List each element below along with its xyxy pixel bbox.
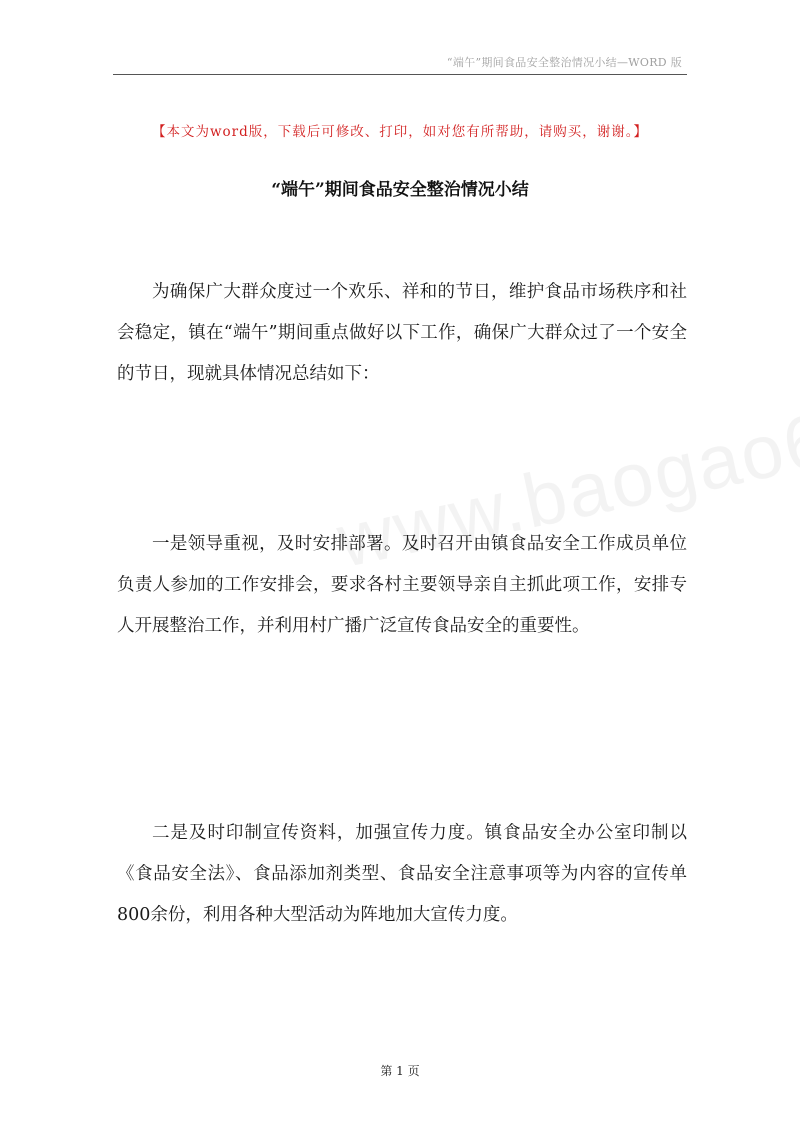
paragraph-point-one: 一是领导重视，及时安排部署。及时召开由镇食品安全工作成员单位负责人参加的工作安排会，要求各村主要领导亲自主抓此项工作，安排专人开展整治工作，并利用村广播广泛宣传食品安全的重要性。 (117, 534, 687, 636)
page-number: 第 1 页 (380, 1064, 420, 1078)
header-divider (113, 74, 687, 75)
download-notice: 【本文为word版，下载后可修改、打印，如对您有所帮助，请购买，谢谢。】 (151, 124, 649, 140)
paragraph-intro: 为确保广大群众度过一个欢乐、祥和的节日，维护食品市场秩序和社会稳定，镇在“端午”期间重点做好以下工作，确保广大群众过了一个安全的节日，现就具体情况总结如下： (117, 282, 687, 384)
document-title: “端午”期间食品安全整治情况小结 (271, 180, 529, 200)
running-header: “端午”期间食品安全整治情况小结—WORD 版 (446, 56, 682, 69)
paragraph-point-two: 二是及时印制宣传资料，加强宣传力度。镇食品安全办公室印制以《食品安全法》、食品添加剂类型、食品安全注意事项等为内容的宣传单800余份，利用各种大型活动为阵地加大宣传力度。 (117, 823, 687, 925)
